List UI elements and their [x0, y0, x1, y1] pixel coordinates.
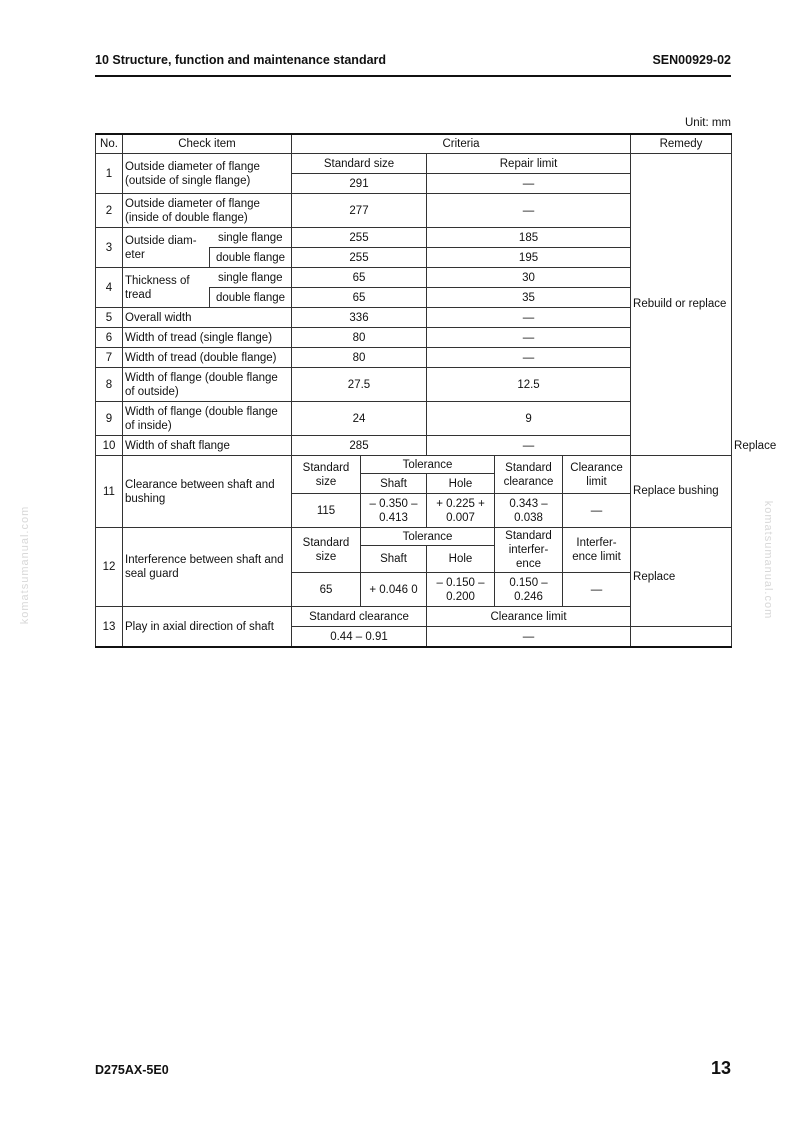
- document-code: SEN00929-02: [652, 53, 731, 67]
- row-number: 5: [96, 308, 123, 328]
- col-no: No.: [96, 134, 123, 154]
- standard-size-value: 115: [292, 494, 361, 528]
- row-number: 1: [96, 154, 123, 194]
- row-number: 7: [96, 348, 123, 368]
- standard-clearance-header: Standard clearance: [292, 607, 427, 627]
- clearance-limit-header: Clearance limit: [427, 607, 631, 627]
- limit-value: 12.5: [427, 368, 631, 402]
- limit-value: 35: [427, 288, 631, 308]
- clearance-limit-value: —: [563, 494, 631, 528]
- remedy-cell-empty: [631, 627, 732, 648]
- row-number: 2: [96, 194, 123, 228]
- watermark-right: komatsumanual.com: [762, 500, 774, 620]
- standard-value: 65: [292, 268, 427, 288]
- check-item: Width of shaft flange: [123, 436, 292, 456]
- shaft-tolerance: + 0.046 0: [361, 573, 427, 607]
- standard-size-value: 65: [292, 573, 361, 607]
- tolerance-header: Tolerance: [361, 456, 495, 474]
- sub-item: single flange: [210, 268, 292, 288]
- remedy-cell: Replace bushing: [631, 456, 732, 528]
- hole-header: Hole: [427, 474, 495, 494]
- row-number: 8: [96, 368, 123, 402]
- check-item: Clearance between shaft and bushing: [123, 456, 292, 528]
- limit-value: —: [427, 308, 631, 328]
- limit-value: —: [427, 174, 631, 194]
- remedy-cell: Rebuild or replace: [631, 154, 732, 456]
- limit-value: 9: [427, 402, 631, 436]
- clearance-limit-value: —: [427, 627, 631, 648]
- header-rule: [95, 75, 731, 77]
- standard-value: 27.5: [292, 368, 427, 402]
- check-item: Outside diameter of flange (inside of double flange): [123, 194, 292, 228]
- standard-value: 277: [292, 194, 427, 228]
- check-item: Width of flange (double flange of inside): [123, 402, 292, 436]
- standard-clearance-header: Standard clearance: [495, 456, 563, 494]
- standard-interference-value: 0.150 – 0.246: [495, 573, 563, 607]
- standard-size-header: Standard size: [292, 154, 427, 174]
- table-row: [96, 528, 732, 546]
- row-number: 10: [96, 436, 123, 456]
- interference-limit-value: —: [563, 573, 631, 607]
- limit-value: 195: [427, 248, 631, 268]
- standard-interference-header: Standard interfer- ence: [495, 528, 563, 573]
- check-item: Thickness of tread: [123, 268, 210, 308]
- standard-value: 24: [292, 402, 427, 436]
- limit-value: —: [427, 436, 631, 456]
- check-item: Outside diameter of flange (outside of single flange): [123, 154, 292, 194]
- check-item: Overall width: [123, 308, 292, 328]
- standard-size-header: Standard size: [292, 528, 361, 573]
- sub-item: double flange: [210, 248, 292, 268]
- col-check-item: Check item: [123, 134, 292, 154]
- hole-tolerance: – 0.150 – 0.200: [427, 573, 495, 607]
- hole-header: Hole: [427, 546, 495, 573]
- table-row: 10 Width of shaft flange 285 — Replace: [96, 436, 732, 456]
- check-item: Outside diam- eter: [123, 228, 210, 268]
- sub-item: double flange: [210, 288, 292, 308]
- watermark-left: komatsumanual.com: [19, 505, 31, 625]
- standard-clearance-value: 0.44 – 0.91: [292, 627, 427, 648]
- limit-value: —: [427, 194, 631, 228]
- col-remedy: Remedy: [631, 134, 732, 154]
- row-number: 13: [96, 607, 123, 648]
- row-number: 6: [96, 328, 123, 348]
- row-number: 12: [96, 528, 123, 607]
- remedy-cell: Replace: [631, 528, 732, 627]
- check-item: Width of tread (double flange): [123, 348, 292, 368]
- col-criteria: Criteria: [292, 134, 631, 154]
- limit-value: —: [427, 348, 631, 368]
- check-item: Width of flange (double flange of outside): [123, 368, 292, 402]
- standard-value: 65: [292, 288, 427, 308]
- table-row: [96, 456, 732, 474]
- shaft-header: Shaft: [361, 546, 427, 573]
- row-number: 9: [96, 402, 123, 436]
- standard-value: 80: [292, 348, 427, 368]
- standard-size-header: Standard size: [292, 456, 361, 494]
- standard-value: 80: [292, 328, 427, 348]
- interference-limit-header: Interfer- ence limit: [563, 528, 631, 573]
- table-row: [96, 154, 732, 174]
- check-item: Interference between shaft and seal guard: [123, 528, 292, 607]
- standard-value: 255: [292, 248, 427, 268]
- standard-value: 285: [292, 436, 427, 456]
- row-number: 3: [96, 228, 123, 268]
- section-title: 10 Structure, function and maintenance standard: [95, 53, 387, 67]
- standard-clearance-value: 0.343 – 0.038: [495, 494, 563, 528]
- limit-value: 185: [427, 228, 631, 248]
- repair-limit-header: Repair limit: [427, 154, 631, 174]
- row-number: 4: [96, 268, 123, 308]
- hole-tolerance: + 0.225 + 0.007: [427, 494, 495, 528]
- shaft-header: Shaft: [361, 474, 427, 494]
- check-item: Play in axial direction of shaft: [123, 607, 292, 648]
- tolerance-header: Tolerance: [361, 528, 495, 546]
- shaft-tolerance: – 0.350 – 0.413: [361, 494, 427, 528]
- table-header-row: [96, 134, 732, 154]
- clearance-limit-header: Clearance limit: [563, 456, 631, 494]
- standard-value: 336: [292, 308, 427, 328]
- sub-item: single flange: [210, 228, 292, 248]
- limit-value: —: [427, 328, 631, 348]
- page-number: 13: [710, 1058, 731, 1078]
- unit-label: Unit: mm: [685, 117, 731, 129]
- standard-value: 255: [292, 228, 427, 248]
- model-code: D275AX-5E0: [95, 1063, 169, 1077]
- limit-value: 30: [427, 268, 631, 288]
- check-item: Width of tread (single flange): [123, 328, 292, 348]
- standard-value: 291: [292, 174, 427, 194]
- row-number: 11: [96, 456, 123, 528]
